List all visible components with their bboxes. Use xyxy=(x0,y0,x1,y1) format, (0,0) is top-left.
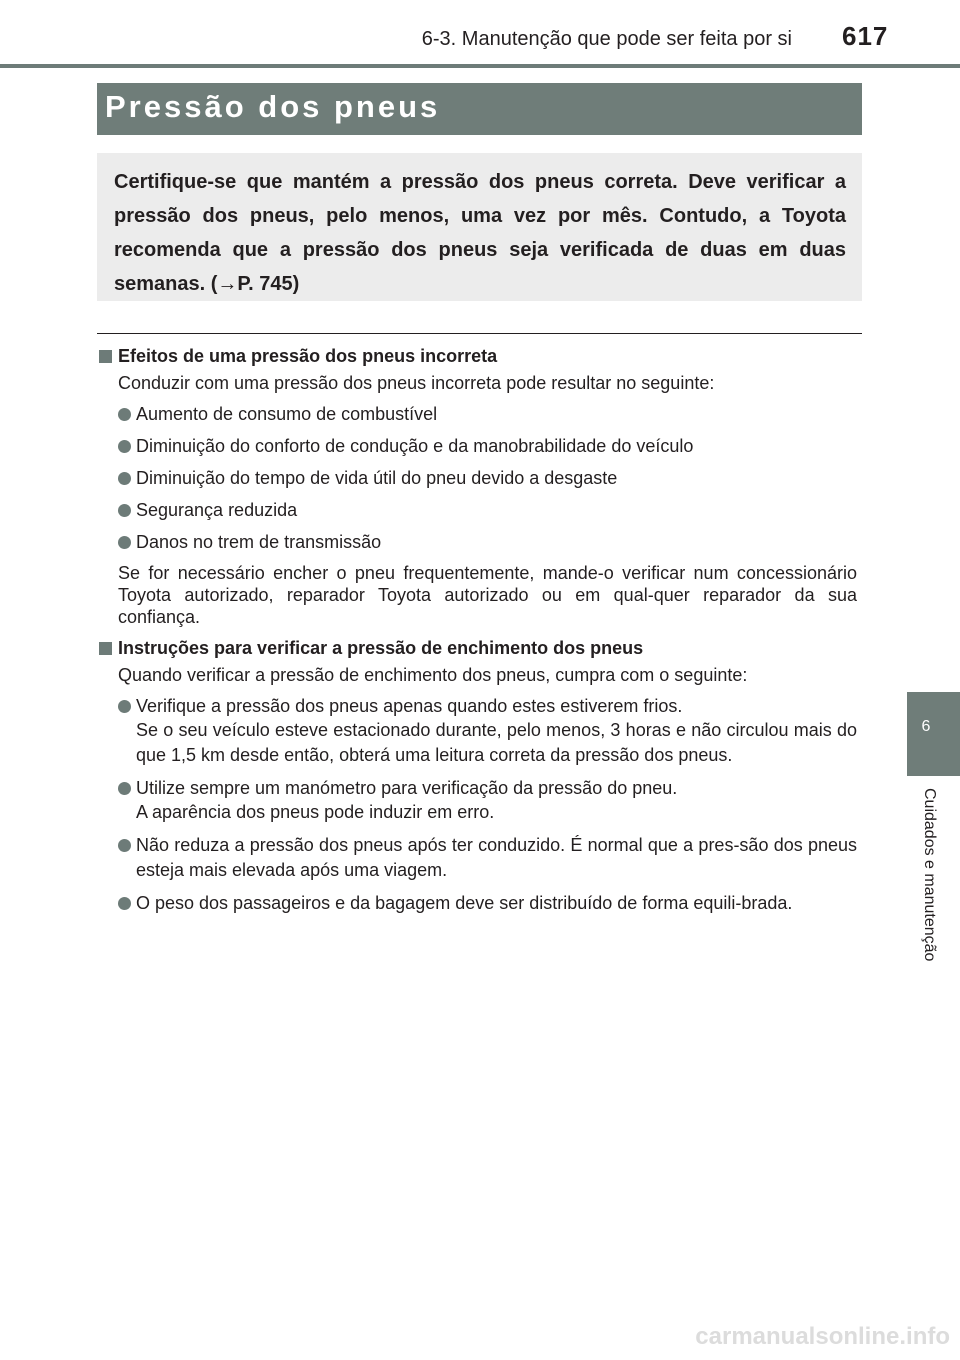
circle-bullet-icon xyxy=(118,408,131,421)
circle-bullet-icon xyxy=(118,839,131,852)
section1-note: Se for necessário encher o pneu frequentemente, mande-o verificar num concessionário Toyota autorizado, reparador Toyota autorizado ou em qual-quer reparador da sua confiança. xyxy=(118,563,857,627)
list-item-text: Verifique a pressão dos pneus apenas quando estes estiverem frios. xyxy=(136,696,683,716)
list-item-detail: Se o seu veículo esteve estacionado durante, pelo menos, 3 horas e não circulou mais do que 1,5 km desde então, obterá uma leitura correta da pressão dos pneus. xyxy=(136,720,857,765)
section1-heading-text: Efeitos de uma pressão dos pneus incorreta xyxy=(118,346,498,366)
circle-bullet-icon xyxy=(118,536,131,549)
header-section-title: 6-3. Manutenção que pode ser feita por si xyxy=(421,28,792,50)
circle-bullet-icon xyxy=(118,897,131,910)
list-item xyxy=(136,833,857,883)
list-item xyxy=(136,530,857,554)
section2-intro: Quando verificar a pressão de enchimento dos pneus, cumpra com o seguinte: xyxy=(118,665,748,685)
list-item-text: Segurança reduzida xyxy=(136,500,298,520)
list-item xyxy=(136,434,857,458)
circle-bullet-icon xyxy=(118,440,131,453)
title-bar xyxy=(97,83,862,135)
intro-box xyxy=(97,153,862,301)
section1-heading xyxy=(97,344,857,369)
chapter-tab-number: 6 xyxy=(921,718,931,735)
list-item-text: Não reduza a pressão dos pneus após ter conduzido. É normal que a pres-são dos pneus esteja mais elevada após uma viagem. xyxy=(136,835,857,880)
list-item xyxy=(136,891,857,916)
list-item-detail: A aparência dos pneus pode induzir em erro. xyxy=(136,802,495,822)
page-number: 617 xyxy=(842,21,889,51)
circle-bullet-icon xyxy=(118,472,131,485)
list-item xyxy=(136,402,857,426)
header-rule xyxy=(0,64,960,68)
list-item xyxy=(136,776,857,825)
circle-bullet-icon xyxy=(118,700,131,713)
main-content xyxy=(97,344,857,916)
square-bullet-icon xyxy=(99,642,112,655)
section-divider xyxy=(97,333,862,334)
section2-heading xyxy=(97,636,857,661)
list-item xyxy=(136,498,857,522)
list-item xyxy=(136,694,857,768)
circle-bullet-icon xyxy=(118,782,131,795)
circle-bullet-icon xyxy=(118,504,131,517)
intro-text: Certifique-se que mantém a pressão dos pneus correta. Deve verificar a pressão dos pneus, pelo menos, uma vez por mês. Contudo, a Toyota recomenda que a pressão dos pneus seja verificada de duas em duas semanas. (→P. 745) xyxy=(114,171,846,295)
chapter-label: Cuidados e manutenção xyxy=(921,788,938,962)
list-item-text: Diminuição do conforto de condução e da manobrabilidade do veículo xyxy=(136,436,694,456)
page-title: Pressão dos pneus xyxy=(105,89,441,124)
list-item-text: Danos no trem de transmissão xyxy=(136,532,382,552)
section2-heading-text: Instruções para verificar a pressão de enchimento dos pneus xyxy=(118,638,644,658)
watermark: carmanualsonline.info xyxy=(695,1323,950,1350)
list-item-text: O peso dos passageiros e da bagagem deve ser distribuído de forma equili-brada. xyxy=(136,893,793,913)
list-item-text: Diminuição do tempo de vida útil do pneu devido a desgaste xyxy=(136,468,618,488)
section1-intro: Conduzir com uma pressão dos pneus incorreta pode resultar no seguinte: xyxy=(118,373,715,393)
list-item-text: Aumento de consumo de combustível xyxy=(136,404,438,424)
list-item-text: Utilize sempre um manómetro para verificação da pressão do pneu. xyxy=(136,778,678,798)
square-bullet-icon xyxy=(99,350,112,363)
list-item xyxy=(136,466,857,490)
